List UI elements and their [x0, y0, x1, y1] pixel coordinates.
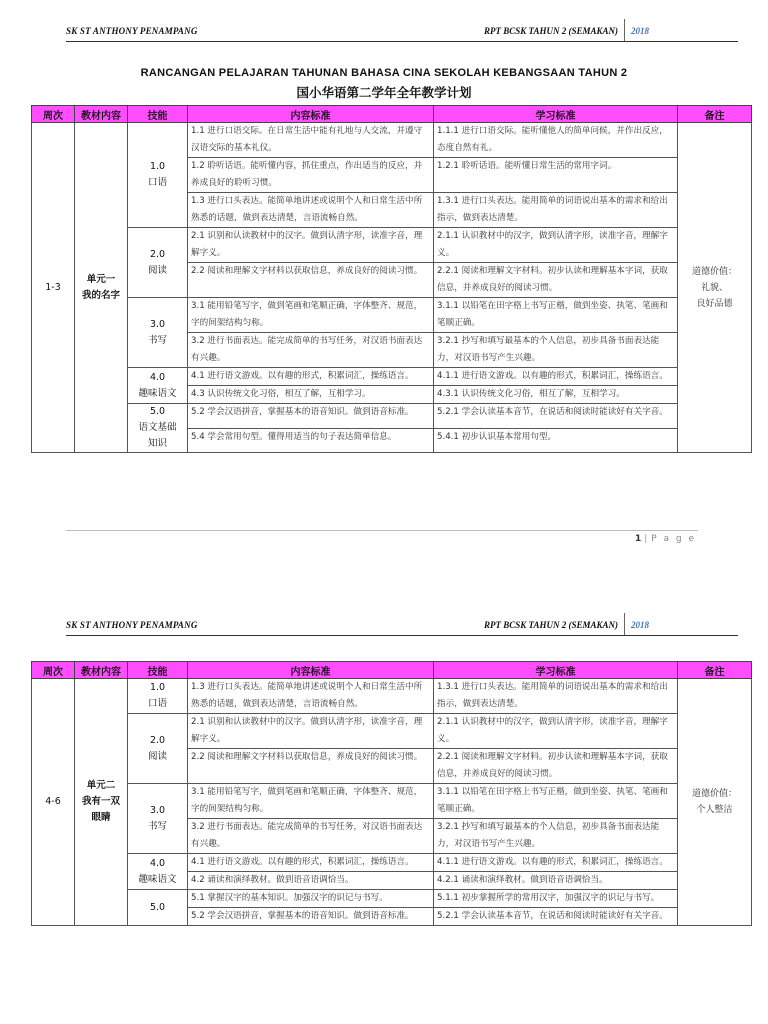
content-standard-cell: 5.2 学会汉语拼音，掌握基本的语音知识。做到语音标准。 — [188, 404, 434, 429]
learning-standard-cell: 3.1.1 以铅笔在田字格上书写正楷，做到坐姿、执笔、笔画和笔顺正确。 — [434, 298, 678, 333]
header-rule — [66, 41, 738, 42]
learning-standard-cell: 5.4.1 初步认识基本常用句型。 — [434, 428, 678, 453]
col-learning-standard-header: 学习标准 — [434, 106, 678, 123]
plan-table-page1 — [31, 105, 752, 453]
table-row — [32, 679, 752, 714]
table-row — [32, 368, 752, 386]
content-standard-cell: 1.1 进行口语交际。在日常生活中能有礼地与人交流，并遵守汉语交际的基本礼仪。 — [188, 123, 434, 158]
learning-standard-cell: 4.1.1 进行语文游戏。以有趣的形式，积累词汇，操练语言。 — [434, 368, 678, 386]
learning-standard-cell: 2.1.1 认识教材中的汉字，做到认清字形，读准字音，理解字义。 — [434, 714, 678, 749]
content-standard-cell: 3.1 能用铅笔写字，做到笔画和笔顺正确，字体整齐、规范，字的间架结构匀称。 — [188, 298, 434, 333]
table-row — [32, 890, 752, 908]
skill-cell: 5.0 — [128, 890, 188, 926]
content-standard-cell: 3.2 进行书面表达。能完成简单的书写任务，对汉语书面表达有兴趣。 — [188, 333, 434, 368]
table-row — [32, 123, 752, 158]
content-standard-cell: 4.1 进行语文游戏。以有趣的形式，积累词汇，操练语言。 — [188, 854, 434, 872]
skill-cell: 5.0 语文基础 知识 — [128, 404, 188, 453]
content-standard-cell: 4.1 进行语文游戏。以有趣的形式，积累词汇，操练语言。 — [188, 368, 434, 386]
col-content-standard-header: 内容标准 — [188, 106, 434, 123]
col-week-header: 周次 — [32, 662, 75, 679]
col-content-header: 教材内容 — [75, 662, 128, 679]
skill-cell: 2.0 阅读 — [128, 228, 188, 298]
table-row — [32, 714, 752, 749]
learning-standard-cell: 4.3.1 认识传统文化习俗，相互了解，互相学习。 — [434, 386, 678, 404]
page-footer: 1 | P a g e — [635, 534, 696, 544]
content-standard-cell: 2.1 识别和认读教材中的汉字。做到认清字形，读准字音，理解字义。 — [188, 228, 434, 263]
col-remarks-header: 备注 — [678, 106, 752, 123]
header-divider — [624, 613, 625, 635]
document-title-chinese: 国小华语第二学年全年教学计划 — [296, 85, 472, 100]
learning-standard-cell: 2.2.1 阅读和理解文字材料。初步认读和理解基本字词，获取信息，并养成良好的阅读习惯。 — [434, 263, 678, 298]
remarks-cell: 道德价值： 个人整洁 — [678, 679, 752, 926]
col-content-header: 教材内容 — [75, 106, 128, 123]
content-standard-cell: 1.3 进行口头表达。能简单地讲述或说明个人和日常生活中所熟悉的话题，做到表达清楚，言语流畅自然。 — [188, 679, 434, 714]
header-divider — [624, 19, 625, 41]
year-label: 2018 — [631, 26, 649, 36]
table-body — [32, 679, 752, 926]
content-standard-cell: 3.2 进行书面表达。能完成简单的书写任务，对汉语书面表达有兴趣。 — [188, 819, 434, 854]
year-label: 2018 — [631, 620, 649, 630]
content-standard-cell: 2.2 阅读和理解文字材料以获取信息，养成良好的阅读习惯。 — [188, 749, 434, 784]
learning-standard-cell: 2.1.1 认识教材中的汉字，做到认清字形，读准字音，理解字义。 — [434, 228, 678, 263]
table-header-row — [32, 662, 752, 679]
col-week-header: 周次 — [32, 106, 75, 123]
unit-cell: 单元二 我有一双 眼睛 — [75, 679, 128, 926]
page-header — [66, 22, 738, 44]
learning-standard-cell: 1.1.1 进行口语交际。能听懂他人的简单问候，并作出反应，态度自然有礼。 — [434, 123, 678, 158]
remarks-cell: 道德价值： 礼貌、 良好品德 — [678, 123, 752, 453]
subject-label: RPT BCSK TAHUN 2 (SEMAKAN) — [483, 620, 618, 630]
table-body — [32, 123, 752, 453]
document-title-malay: RANCANGAN PELAJARAN TAHUNAN BAHASA CINA SEKOLAH KEBANGSAAN TAHUN 2 — [140, 67, 628, 79]
footer-rule — [66, 530, 698, 531]
week-cell: 1-3 — [32, 123, 75, 453]
content-standard-cell: 4.3 认识传统文化习俗，相互了解，互相学习。 — [188, 386, 434, 404]
skill-cell: 1.0 口语 — [128, 679, 188, 714]
learning-standard-cell: 4.2.1 诵读和演绎教材。做到语音语调恰当。 — [434, 872, 678, 890]
subject-label: RPT BCSK TAHUN 2 (SEMAKAN) — [483, 26, 618, 36]
col-learning-standard-header: 学习标准 — [434, 662, 678, 679]
col-skill-header: 技能 — [128, 662, 188, 679]
skill-cell: 2.0 阅读 — [128, 714, 188, 784]
learning-standard-cell: 1.2.1 聆听话语。能听懂日常生活的常用字词。 — [434, 158, 678, 193]
content-standard-cell: 5.4 学会常用句型。懂得用适当的句子表达简单信息。 — [188, 428, 434, 453]
skill-cell: 3.0 书写 — [128, 298, 188, 368]
page-number: 1 — [635, 534, 642, 544]
page-label: P a g e — [651, 534, 696, 544]
content-standard-cell: 3.1 能用铅笔写字，做到笔画和笔顺正确，字体整齐、规范，字的间架结构匀称。 — [188, 784, 434, 819]
table-row — [32, 854, 752, 872]
learning-standard-cell: 3.1.1 以铅笔在田字格上书写正楷，做到坐姿、执笔、笔画和笔顺正确。 — [434, 784, 678, 819]
plan-table-page2 — [31, 661, 752, 926]
content-standard-cell: 5.1 掌握汉字的基本知识。加强汉字的识记与书写。 — [188, 890, 434, 908]
table-header-row — [32, 106, 752, 123]
learning-standard-cell: 3.2.1 抄写和填写最基本的个人信息，初步具备书面表达能力，对汉语书写产生兴趣。 — [434, 333, 678, 368]
school-name: SK ST ANTHONY PENAMPANG — [66, 620, 198, 630]
skill-cell: 3.0 书写 — [128, 784, 188, 854]
unit-cell: 单元一 我的名字 — [75, 123, 128, 453]
learning-standard-cell: 1.3.1 进行口头表达。能用简单的词语说出基本的需求和给出指示，做到表达清楚。 — [434, 679, 678, 714]
table-row — [32, 298, 752, 333]
learning-standard-cell: 3.2.1 抄写和填写最基本的个人信息，初步具备书面表达能力，对汉语书写产生兴趣。 — [434, 819, 678, 854]
learning-standard-cell: 1.3.1 进行口头表达。能用简单的词语说出基本的需求和给出指示，做到表达清楚。 — [434, 193, 678, 228]
skill-cell: 1.0 口语 — [128, 123, 188, 228]
learning-standard-cell: 2.2.1 阅读和理解文字材料。初步认读和理解基本字词，获取信息，并养成良好的阅读习惯。 — [434, 749, 678, 784]
page-header-2 — [66, 616, 738, 638]
content-standard-cell: 1.3 进行口头表达。能简单地讲述或说明个人和日常生活中所熟悉的话题，做到表达清楚，言语流畅自然。 — [188, 193, 434, 228]
content-standard-cell: 5.2 学会汉语拼音，掌握基本的语音知识。做到语音标准。 — [188, 908, 434, 926]
col-remarks-header: 备注 — [678, 662, 752, 679]
table-row — [32, 228, 752, 263]
skill-cell: 4.0 趣味语文 — [128, 854, 188, 890]
week-cell: 4-6 — [32, 679, 75, 926]
col-skill-header: 技能 — [128, 106, 188, 123]
skill-cell: 4.0 趣味语文 — [128, 368, 188, 404]
table-row — [32, 404, 752, 429]
learning-standard-cell: 4.1.1 进行语文游戏。以有趣的形式，积累词汇，操练语言。 — [434, 854, 678, 872]
learning-standard-cell: 5.1.1 初步掌握所学的常用汉字，加强汉字的识记与书写。 — [434, 890, 678, 908]
content-standard-cell: 4.2 诵读和演绎教材。做到语音语调恰当。 — [188, 872, 434, 890]
learning-standard-cell: 5.2.1 学会认读基本音节，在说话和阅读时能读好有关字音。 — [434, 908, 678, 926]
table-row — [32, 784, 752, 819]
content-standard-cell: 1.2 聆听话语。能听懂内容，抓住重点，作出适当的反应，并养成良好的聆听习惯。 — [188, 158, 434, 193]
col-content-standard-header: 内容标准 — [188, 662, 434, 679]
content-standard-cell: 2.1 识别和认读教材中的汉字。做到认清字形，读准字音，理解字义。 — [188, 714, 434, 749]
header-rule — [66, 635, 738, 636]
learning-standard-cell: 5.2.1 学会认读基本音节，在说话和阅读时能读好有关字音。 — [434, 404, 678, 429]
content-standard-cell: 2.2 阅读和理解文字材料以获取信息，养成良好的阅读习惯。 — [188, 263, 434, 298]
school-name: SK ST ANTHONY PENAMPANG — [66, 26, 198, 36]
